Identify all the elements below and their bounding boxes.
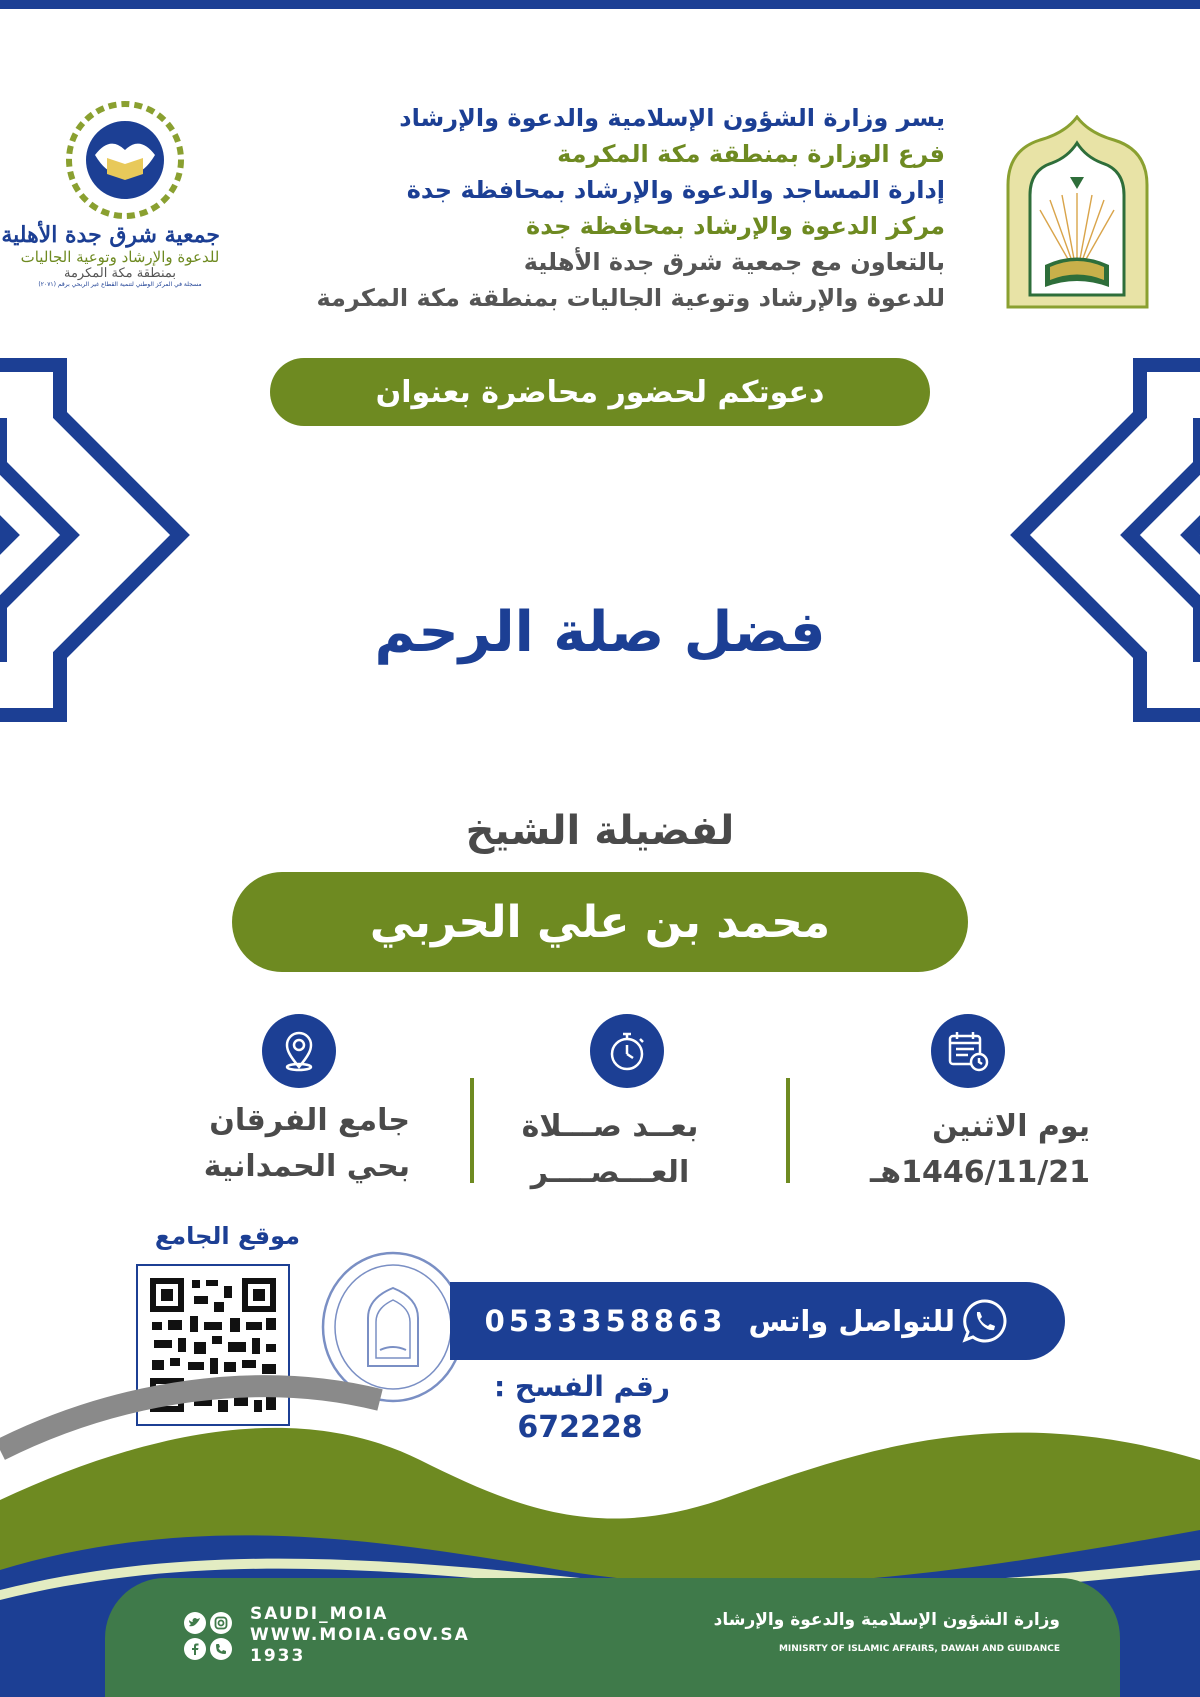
association-name [1,222,220,288]
whatsapp-icon[interactable] [962,1298,1008,1344]
contact-label: للتواصل واتس [748,1304,955,1338]
facebook-icon[interactable] [184,1638,206,1660]
phone-icon[interactable] [210,1638,232,1660]
time-line2: العـــصــــر [530,1155,690,1190]
divider-left [470,1078,474,1183]
ministry-name-en: MINISRTY OF ISLAMIC AFFAIRS, DAWAH AND GUIDANCE [778,1644,1060,1654]
divider-right [786,1078,790,1183]
left-geometric-ornament [0,345,190,735]
footer-contact [250,1604,500,1667]
header-line-4: مركز الدعوة والإرشاد بمحافظة جدة [526,212,945,240]
footer-ministry [700,1610,1060,1654]
association-line2: للدعوة والإرشاد وتوعية الجاليات [20,248,220,266]
right-geometric-ornament [1010,345,1200,735]
social-handle[interactable]: SAUDI_MOIA [250,1604,389,1624]
district-name: بحي الحمدانية [203,1149,410,1184]
day-info [800,1104,1090,1196]
time-info [490,1104,730,1196]
hotline-number: 1933 [250,1646,306,1666]
place-info [150,1098,410,1190]
association-line4: مسجلة في المركز الوطني لتنمية القطاع غير الربحي برقم (٢٠٧١) [38,281,202,288]
twitter-icon[interactable] [184,1612,206,1634]
header-line-5: بالتعاون مع جمعية شرق جدة الأهلية [523,248,945,276]
contact-text [484,1298,955,1344]
day-name: يوم الاثنين [932,1109,1090,1144]
association-globe-logo [65,100,185,220]
hijri-date: 1446/11/21هـ [870,1155,1090,1190]
social-icons [184,1612,234,1662]
header-line-1: يسر وزارة الشؤون الإسلامية والدعوة والإرشاد [399,104,945,132]
mosque-name: جامع الفرقان [209,1103,410,1138]
sheikh-name: محمد بن علي الحربي [369,896,831,948]
mosque-location-label: موقع الجامع [154,1222,300,1250]
association-line3: بمنطقة مكة المكرمة [63,266,177,281]
ministry-name-ar: وزارة الشؤون الإسلامية والدعوة والإرشاد [713,1610,1060,1630]
sheikh-name-pill [232,872,968,972]
instagram-icon[interactable] [210,1612,232,1634]
permit-number: 672228 [517,1410,643,1445]
header-line-3: إدارة المساجد والدعوة والإرشاد بمحافظة جدة [406,176,945,204]
association-line1: جمعية شرق جدة الأهلية [1,222,220,248]
website-link[interactable]: WWW.MOIA.GOV.SA [250,1625,470,1645]
contact-phone[interactable]: 0533358863 [484,1304,727,1338]
lecture-title: فضل صلة الرحم [374,600,826,665]
location-pin-icon [262,1014,336,1088]
header-text [255,100,945,316]
stopwatch-icon [590,1014,664,1088]
ministry-arch-logo [1000,115,1155,310]
invite-label: دعوتكم لحضور محاضرة بعنوان [375,374,825,410]
sheikh-label: لفضيلة الشيخ [465,808,735,854]
header-line-6: للدعوة والإرشاد وتوعية الجاليات بمنطقة مكة المكرمة [316,284,945,312]
invite-label-pill [270,358,930,426]
calendar-icon [931,1014,1005,1088]
time-line1: بعــد صـــلاة [521,1109,699,1144]
permit-label: رقم الفسح : [493,1370,670,1403]
top-bar [0,0,1200,9]
header-line-2: فرع الوزارة بمنطقة مكة المكرمة [557,140,945,168]
